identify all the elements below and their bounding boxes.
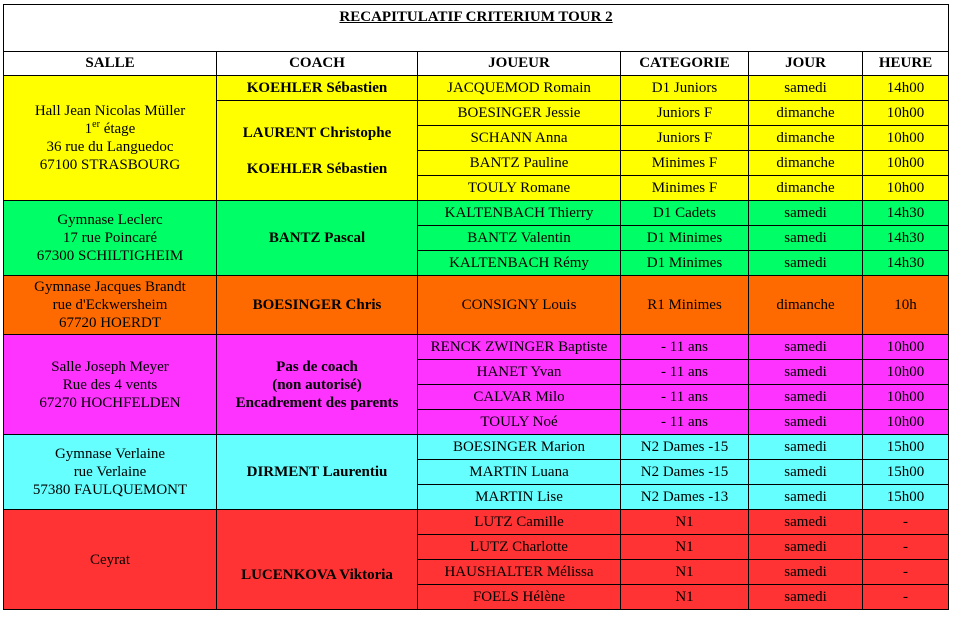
salle-cell xyxy=(4,435,217,510)
coach-cell xyxy=(217,335,418,435)
categorie-cell: D1 Juniors xyxy=(621,76,749,101)
jour-cell: samedi xyxy=(749,535,863,560)
joueur-cell: MARTIN Luana xyxy=(418,460,621,485)
heure-cell: 10h00 xyxy=(863,101,949,126)
categorie-cell: N2 Dames -15 xyxy=(621,460,749,485)
categorie-cell: N1 xyxy=(621,510,749,535)
joueur-cell: KALTENBACH Thierry xyxy=(418,201,621,226)
joueur-cell: RENCK ZWINGER Baptiste xyxy=(418,335,621,360)
jour-cell: samedi xyxy=(749,585,863,610)
joueur-cell: BANTZ Pauline xyxy=(418,151,621,176)
joueur-cell: MARTIN Lise xyxy=(418,485,621,510)
table-row xyxy=(4,76,949,101)
table-row xyxy=(4,201,949,226)
coach-cell: KOEHLER Sébastien xyxy=(217,76,418,101)
categorie-cell: N1 xyxy=(621,535,749,560)
header-coach: COACH xyxy=(217,52,418,76)
jour-cell: samedi xyxy=(749,385,863,410)
heure-cell: 15h00 xyxy=(863,435,949,460)
heure-cell: 10h00 xyxy=(863,126,949,151)
coach-cell: DIRMENT Laurentiu xyxy=(217,435,418,510)
jour-cell: samedi xyxy=(749,201,863,226)
categorie-cell: - 11 ans xyxy=(621,335,749,360)
table-row xyxy=(4,510,949,535)
salle-line: Rue des 4 vents xyxy=(62,376,158,393)
heure-cell: 10h xyxy=(863,276,949,335)
heure-cell: 14h30 xyxy=(863,201,949,226)
salle-line: 17 rue Poincaré xyxy=(62,230,158,246)
jour-cell: dimanche xyxy=(749,126,863,151)
heure-cell: 10h00 xyxy=(863,410,949,435)
criterium-table xyxy=(3,4,949,610)
categorie-cell: - 11 ans xyxy=(621,360,749,385)
heure-cell: 14h30 xyxy=(863,251,949,276)
joueur-cell: TOULY Noé xyxy=(418,410,621,435)
joueur-cell: KALTENBACH Rémy xyxy=(418,251,621,276)
jour-cell: samedi xyxy=(749,76,863,101)
header-salle: SALLE xyxy=(4,52,217,76)
jour-cell: samedi xyxy=(749,460,863,485)
heure-cell: 14h30 xyxy=(863,226,949,251)
coach-cell xyxy=(217,101,418,201)
salle-line: 57380 FAULQUEMONT xyxy=(32,482,188,498)
coach-line: Pas de coach xyxy=(276,358,358,375)
heure-cell: - xyxy=(863,585,949,610)
heure-cell: 15h00 xyxy=(863,485,949,510)
header-row xyxy=(4,52,949,76)
categorie-cell: R1 Minimes xyxy=(621,276,749,335)
salle-cell xyxy=(4,201,217,276)
categorie-cell: N1 xyxy=(621,560,749,585)
joueur-cell: TOULY Romane xyxy=(418,176,621,201)
coach-cell: LUCENKOVA Viktoria xyxy=(217,510,418,610)
jour-cell: samedi xyxy=(749,485,863,510)
table-row xyxy=(4,435,949,460)
joueur-cell: CONSIGNY Louis xyxy=(418,276,621,335)
heure-cell: 10h00 xyxy=(863,151,949,176)
heure-cell: 15h00 xyxy=(863,460,949,485)
joueur-cell: JACQUEMOD Romain xyxy=(418,76,621,101)
joueur-cell: FOELS Hélène xyxy=(418,585,621,610)
salle-line: 67720 HOERDT xyxy=(58,315,162,331)
heure-cell: 10h00 xyxy=(863,176,949,201)
heure-cell: 10h00 xyxy=(863,335,949,360)
jour-cell: dimanche xyxy=(749,101,863,126)
salle-line: Gymnase Jacques Brandt xyxy=(34,279,186,295)
categorie-cell: D1 Cadets xyxy=(621,201,749,226)
salle-line: Ceyrat xyxy=(90,551,130,568)
categorie-cell: N1 xyxy=(621,585,749,610)
categorie-cell: D1 Minimes xyxy=(621,226,749,251)
heure-cell: - xyxy=(863,510,949,535)
table-row xyxy=(4,276,949,335)
joueur-cell: LUTZ Camille xyxy=(418,510,621,535)
categorie-cell: D1 Minimes xyxy=(621,251,749,276)
heure-cell: 10h00 xyxy=(863,360,949,385)
joueur-cell: SCHANN Anna xyxy=(418,126,621,151)
joueur-cell: CALVAR Milo xyxy=(418,385,621,410)
jour-cell: samedi xyxy=(749,360,863,385)
jour-cell: dimanche xyxy=(749,276,863,335)
header-heure: HEURE xyxy=(863,52,949,76)
jour-cell: samedi xyxy=(749,410,863,435)
heure-cell: 10h00 xyxy=(863,385,949,410)
table-row xyxy=(4,335,949,360)
joueur-cell: BOESINGER Marion xyxy=(418,435,621,460)
heure-cell: 14h00 xyxy=(863,76,949,101)
salle-line: Salle Joseph Meyer xyxy=(51,358,169,375)
jour-cell: samedi xyxy=(749,510,863,535)
salle-line: 1er étage xyxy=(84,119,136,137)
categorie-cell: - 11 ans xyxy=(621,410,749,435)
coach-line: Encadrement des parents xyxy=(235,394,399,411)
header-joueur: JOUEUR xyxy=(418,52,621,76)
jour-cell: samedi xyxy=(749,560,863,585)
heure-cell: - xyxy=(863,560,949,585)
salle-line: 67300 SCHILTIGHEIM xyxy=(36,248,184,264)
coach-cell: BANTZ Pascal xyxy=(217,201,418,276)
categorie-cell: - 11 ans xyxy=(621,385,749,410)
salle-line: Gymnase Verlaine xyxy=(54,446,166,462)
categorie-cell: Juniors F xyxy=(621,101,749,126)
page-title: RECAPITULATIF CRITERIUM TOUR 2 xyxy=(4,5,949,52)
salle-line: Hall Jean Nicolas Müller xyxy=(34,103,186,119)
salle-line: Gymnase Leclerc xyxy=(57,212,163,228)
joueur-cell: HANET Yvan xyxy=(418,360,621,385)
coach-line: KOEHLER Sébastien xyxy=(246,160,388,177)
joueur-cell: LUTZ Charlotte xyxy=(418,535,621,560)
jour-cell: samedi xyxy=(749,251,863,276)
salle-line: 36 rue du Languedoc xyxy=(46,139,174,155)
salle-line: rue d'Eckwersheim xyxy=(52,297,168,313)
joueur-cell: BANTZ Valentin xyxy=(418,226,621,251)
header-categorie: CATEGORIE xyxy=(621,52,749,76)
categorie-cell: N2 Dames -13 xyxy=(621,485,749,510)
header-jour: JOUR xyxy=(749,52,863,76)
jour-cell: samedi xyxy=(749,435,863,460)
coach-cell: BOESINGER Chris xyxy=(217,276,418,335)
salle-cell xyxy=(4,276,217,335)
jour-cell: dimanche xyxy=(749,151,863,176)
heure-cell: - xyxy=(863,535,949,560)
coach-line: LAURENT Christophe xyxy=(242,124,392,141)
categorie-cell: Juniors F xyxy=(621,126,749,151)
salle-line: 67100 STRASBOURG xyxy=(39,157,181,173)
salle-cell xyxy=(4,76,217,201)
coach-line: (non autorisé) xyxy=(272,376,362,393)
categorie-cell: N2 Dames -15 xyxy=(621,435,749,460)
jour-cell: dimanche xyxy=(749,176,863,201)
salle-line: 67270 HOCHFELDEN xyxy=(39,394,181,411)
joueur-cell: HAUSHALTER Mélissa xyxy=(418,560,621,585)
salle-line: rue Verlaine xyxy=(73,464,147,480)
jour-cell: samedi xyxy=(749,335,863,360)
salle-cell xyxy=(4,510,217,610)
categorie-cell: Minimes F xyxy=(621,176,749,201)
salle-cell xyxy=(4,335,217,435)
categorie-cell: Minimes F xyxy=(621,151,749,176)
title-row xyxy=(4,5,949,52)
joueur-cell: BOESINGER Jessie xyxy=(418,101,621,126)
jour-cell: samedi xyxy=(749,226,863,251)
